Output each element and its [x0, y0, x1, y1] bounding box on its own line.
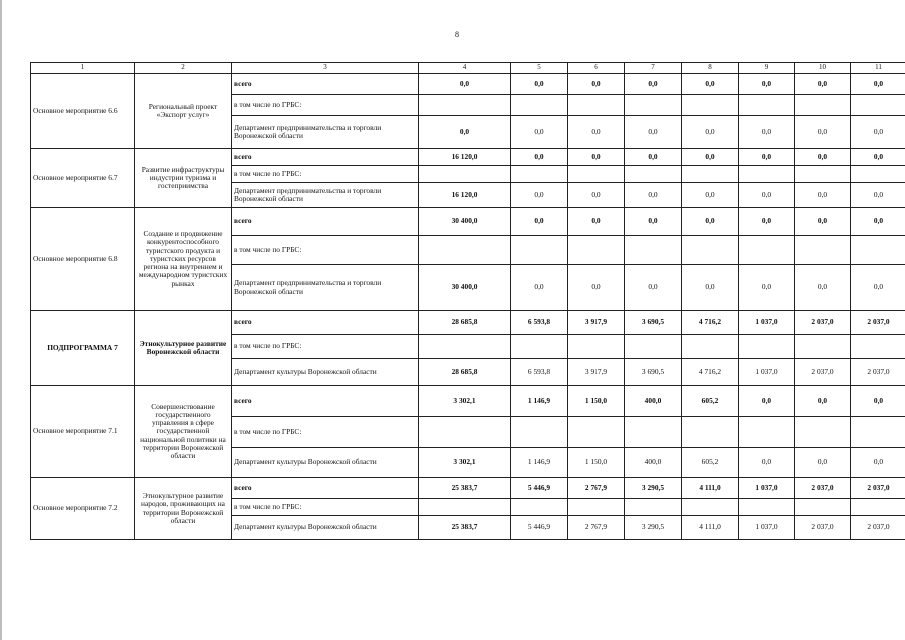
amount-cell — [568, 335, 625, 359]
amount-cell — [739, 166, 795, 183]
amount-cell — [511, 499, 568, 516]
program-name-cell: Развитие инфраструктуры индустрии туризма и гостеприимства — [135, 149, 232, 208]
amount-cell: 0,0 — [795, 116, 851, 149]
amount-cell: 0,0 — [795, 74, 851, 95]
amount-cell: 0,0 — [568, 116, 625, 149]
table-row — [31, 311, 905, 335]
amount-cell — [851, 417, 905, 448]
amount-cell: 16 120,0 — [419, 149, 511, 166]
amount-cell — [419, 335, 511, 359]
program-name-cell: Этнокультурное развитие Воронежской области — [135, 311, 232, 386]
amount-cell — [419, 499, 511, 516]
amount-cell — [682, 95, 739, 116]
amount-cell: 0,0 — [682, 208, 739, 236]
amount-cell: 2 767,9 — [568, 478, 625, 499]
amount-cell: 2 037,0 — [795, 516, 851, 540]
amount-cell: 0,0 — [568, 208, 625, 236]
funding-source-cell: Департамент предпринимательства и торговли Воронежской области — [232, 265, 419, 311]
amount-cell: 5 446,9 — [511, 478, 568, 499]
column-number-header: 11 — [851, 63, 905, 74]
amount-cell: 0,0 — [625, 208, 682, 236]
amount-cell — [795, 417, 851, 448]
page-number: 8 — [455, 30, 459, 39]
amount-cell: 0,0 — [682, 265, 739, 311]
amount-cell: 1 037,0 — [739, 359, 795, 386]
funding-source-cell: всего — [232, 74, 419, 95]
amount-cell — [625, 499, 682, 516]
amount-cell — [419, 236, 511, 265]
amount-cell — [511, 95, 568, 116]
table-row — [31, 74, 905, 95]
amount-cell: 2 037,0 — [851, 516, 905, 540]
amount-cell: 0,0 — [511, 149, 568, 166]
amount-cell — [419, 95, 511, 116]
amount-cell — [625, 417, 682, 448]
amount-cell: 0,0 — [419, 116, 511, 149]
header-row — [31, 63, 905, 74]
amount-cell — [682, 417, 739, 448]
amount-cell: 0,0 — [682, 116, 739, 149]
column-number-header: 1 — [31, 63, 135, 74]
funding-source-cell: в том числе по ГРБС: — [232, 166, 419, 183]
amount-cell — [739, 335, 795, 359]
amount-cell — [625, 236, 682, 265]
amount-cell — [795, 95, 851, 116]
amount-cell: 0,0 — [795, 149, 851, 166]
amount-cell: 3 917,9 — [568, 311, 625, 335]
amount-cell: 3 690,5 — [625, 311, 682, 335]
program-name-cell: Этнокультурное развитие народов, проживающих на территории Воронежской области — [135, 478, 232, 540]
amount-cell: 3 690,5 — [625, 359, 682, 386]
amount-cell: 0,0 — [568, 149, 625, 166]
amount-cell: 0,0 — [795, 265, 851, 311]
amount-cell: 28 685,8 — [419, 359, 511, 386]
amount-cell: 0,0 — [511, 265, 568, 311]
amount-cell: 3 302,1 — [419, 386, 511, 417]
funding-source-cell: Департамент предпринимательства и торговли Воронежской области — [232, 183, 419, 208]
column-number-header: 9 — [739, 63, 795, 74]
amount-cell — [568, 166, 625, 183]
amount-cell: 4 111,0 — [682, 478, 739, 499]
funding-source-cell: всего — [232, 478, 419, 499]
amount-cell: 2 037,0 — [795, 311, 851, 335]
amount-cell: 0,0 — [739, 116, 795, 149]
amount-cell: 2 037,0 — [795, 359, 851, 386]
amount-cell: 605,2 — [682, 386, 739, 417]
amount-cell: 3 917,9 — [568, 359, 625, 386]
amount-cell — [739, 417, 795, 448]
funding-source-cell: всего — [232, 311, 419, 335]
amount-cell — [851, 236, 905, 265]
column-number-header: 4 — [419, 63, 511, 74]
funding-source-cell: Департамент культуры Воронежской области — [232, 516, 419, 540]
program-code-cell: Основное мероприятие 7.1 — [31, 386, 135, 478]
amount-cell: 1 037,0 — [739, 516, 795, 540]
table-row — [31, 149, 905, 166]
amount-cell: 0,0 — [511, 208, 568, 236]
amount-cell: 0,0 — [851, 386, 905, 417]
funding-source-cell: в том числе по ГРБС: — [232, 236, 419, 265]
amount-cell: 1 150,0 — [568, 448, 625, 478]
amount-cell — [625, 335, 682, 359]
program-code-cell: Основное мероприятие 6.6 — [31, 74, 135, 149]
amount-cell: 0,0 — [625, 265, 682, 311]
amount-cell: 2 767,9 — [568, 516, 625, 540]
amount-cell — [511, 166, 568, 183]
amount-cell — [851, 166, 905, 183]
amount-cell — [419, 166, 511, 183]
amount-cell: 25 383,7 — [419, 516, 511, 540]
funding-source-cell: в том числе по ГРБС: — [232, 417, 419, 448]
amount-cell: 0,0 — [568, 265, 625, 311]
column-number-header: 6 — [568, 63, 625, 74]
amount-cell: 0,0 — [851, 183, 905, 208]
amount-cell: 0,0 — [625, 149, 682, 166]
amount-cell: 0,0 — [739, 183, 795, 208]
amount-cell — [568, 236, 625, 265]
amount-cell: 0,0 — [625, 183, 682, 208]
amount-cell: 5 446,9 — [511, 516, 568, 540]
amount-cell: 16 120,0 — [419, 183, 511, 208]
amount-cell — [682, 236, 739, 265]
amount-cell: 6 593,8 — [511, 311, 568, 335]
amount-cell — [625, 166, 682, 183]
amount-cell: 1 037,0 — [739, 311, 795, 335]
funding-source-cell: в том числе по ГРБС: — [232, 95, 419, 116]
table-row — [31, 208, 905, 236]
amount-cell — [795, 499, 851, 516]
amount-cell: 1 150,0 — [568, 386, 625, 417]
amount-cell: 0,0 — [739, 149, 795, 166]
amount-cell — [682, 166, 739, 183]
funding-source-cell: Департамент предпринимательства и торговли Воронежской области — [232, 116, 419, 149]
amount-cell — [568, 95, 625, 116]
amount-cell: 1 146,9 — [511, 386, 568, 417]
amount-cell — [419, 417, 511, 448]
amount-cell: 0,0 — [795, 386, 851, 417]
amount-cell — [739, 95, 795, 116]
amount-cell: 0,0 — [851, 208, 905, 236]
program-name-cell: Совершенствование государственного управления в сфере государственной национальной политики на территории Воронежской области — [135, 386, 232, 478]
amount-cell: 3 290,5 — [625, 516, 682, 540]
amount-cell: 0,0 — [739, 265, 795, 311]
column-number-header: 8 — [682, 63, 739, 74]
amount-cell: 2 037,0 — [795, 478, 851, 499]
amount-cell: 0,0 — [682, 74, 739, 95]
funding-source-cell: Департамент культуры Воронежской области — [232, 448, 419, 478]
table-row — [31, 478, 905, 499]
amount-cell: 1 037,0 — [739, 478, 795, 499]
amount-cell — [851, 95, 905, 116]
program-code-cell: Основное мероприятие 6.7 — [31, 149, 135, 208]
amount-cell: 0,0 — [682, 183, 739, 208]
amount-cell: 2 037,0 — [851, 359, 905, 386]
amount-cell: 6 593,8 — [511, 359, 568, 386]
funding-source-cell: в том числе по ГРБС: — [232, 335, 419, 359]
amount-cell: 3 290,5 — [625, 478, 682, 499]
amount-cell — [511, 417, 568, 448]
amount-cell: 605,2 — [682, 448, 739, 478]
amount-cell — [795, 236, 851, 265]
amount-cell — [568, 417, 625, 448]
budget-table — [30, 62, 905, 540]
column-number-header: 2 — [135, 63, 232, 74]
amount-cell: 0,0 — [851, 116, 905, 149]
column-number-header: 5 — [511, 63, 568, 74]
column-number-header: 3 — [232, 63, 419, 74]
amount-cell: 0,0 — [851, 265, 905, 311]
amount-cell: 4 111,0 — [682, 516, 739, 540]
amount-cell — [625, 95, 682, 116]
amount-cell: 3 302,1 — [419, 448, 511, 478]
amount-cell: 30 400,0 — [419, 208, 511, 236]
amount-cell: 0,0 — [851, 74, 905, 95]
column-number-header: 7 — [625, 63, 682, 74]
amount-cell: 0,0 — [739, 448, 795, 478]
amount-cell: 0,0 — [795, 208, 851, 236]
amount-cell: 4 716,2 — [682, 359, 739, 386]
amount-cell — [795, 335, 851, 359]
program-name-cell: Региональный проект «Экспорт услуг» — [135, 74, 232, 149]
amount-cell — [739, 236, 795, 265]
funding-source-cell: Департамент культуры Воронежской области — [232, 359, 419, 386]
funding-source-cell: в том числе по ГРБС: — [232, 499, 419, 516]
program-code-cell: Основное мероприятие 7.2 — [31, 478, 135, 540]
amount-cell: 0,0 — [739, 208, 795, 236]
amount-cell: 1 146,9 — [511, 448, 568, 478]
amount-cell: 2 037,0 — [851, 311, 905, 335]
amount-cell: 0,0 — [795, 183, 851, 208]
amount-cell: 0,0 — [739, 74, 795, 95]
amount-cell: 0,0 — [568, 74, 625, 95]
funding-source-cell: всего — [232, 149, 419, 166]
amount-cell: 0,0 — [851, 448, 905, 478]
scan-edge — [0, 0, 2, 640]
amount-cell: 0,0 — [795, 448, 851, 478]
amount-cell: 0,0 — [511, 116, 568, 149]
amount-cell: 0,0 — [851, 149, 905, 166]
amount-cell: 2 037,0 — [851, 478, 905, 499]
program-code-cell: Основное мероприятие 6.8 — [31, 208, 135, 311]
amount-cell — [739, 499, 795, 516]
funding-source-cell: всего — [232, 386, 419, 417]
amount-cell — [795, 166, 851, 183]
amount-cell: 0,0 — [625, 116, 682, 149]
amount-cell: 0,0 — [682, 149, 739, 166]
amount-cell — [511, 236, 568, 265]
amount-cell: 4 716,2 — [682, 311, 739, 335]
amount-cell: 0,0 — [568, 183, 625, 208]
amount-cell — [682, 499, 739, 516]
amount-cell: 30 400,0 — [419, 265, 511, 311]
amount-cell: 0,0 — [511, 74, 568, 95]
program-name-cell: Создание и продвижение конкурентоспособного туристского продукта и туристских ресурсов региона на внутреннем и международном туристских рынках — [135, 208, 232, 311]
amount-cell — [682, 335, 739, 359]
amount-cell: 0,0 — [625, 74, 682, 95]
amount-cell: 0,0 — [511, 183, 568, 208]
amount-cell: 28 685,8 — [419, 311, 511, 335]
amount-cell — [511, 335, 568, 359]
amount-cell — [851, 335, 905, 359]
table-row — [31, 386, 905, 417]
amount-cell — [568, 499, 625, 516]
funding-source-cell: всего — [232, 208, 419, 236]
amount-cell: 400,0 — [625, 448, 682, 478]
amount-cell — [851, 499, 905, 516]
program-code-cell: ПОДПРОГРАММА 7 — [31, 311, 135, 386]
column-number-header: 10 — [795, 63, 851, 74]
amount-cell: 0,0 — [739, 386, 795, 417]
amount-cell: 0,0 — [419, 74, 511, 95]
amount-cell: 400,0 — [625, 386, 682, 417]
amount-cell: 25 383,7 — [419, 478, 511, 499]
